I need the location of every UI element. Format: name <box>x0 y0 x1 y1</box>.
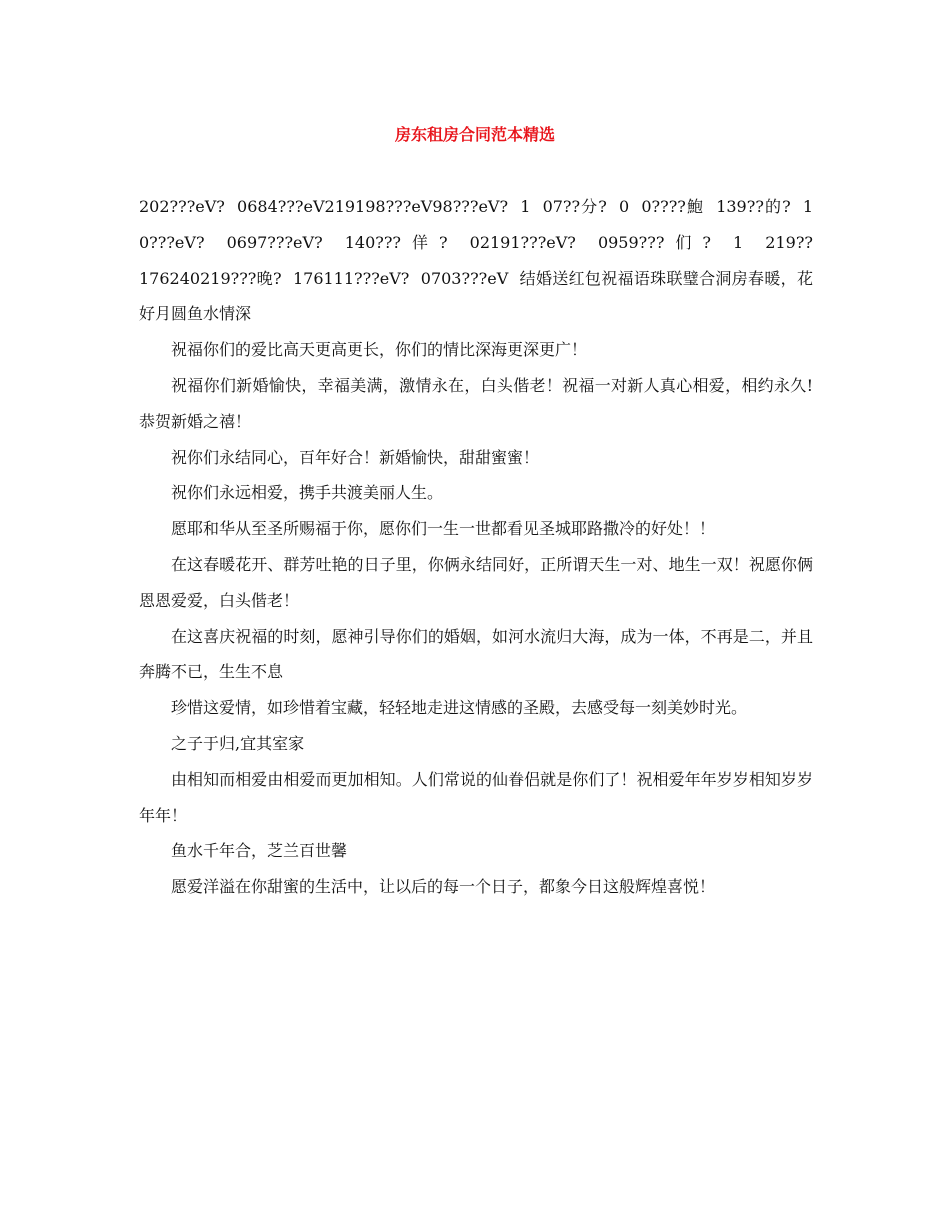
paragraph-6: 愿耶和华从至圣所赐福于你，愿你们一生一世都看见圣城耶路撒冷的好处！！ <box>171 519 716 539</box>
paragraph-2: 祝福你们的爱比高天更高更长，你们的情比深海更深更广！ <box>171 340 588 360</box>
paragraph-3: 祝福你们新婚愉快，幸福美满，激情永在，白头偕老！祝福一对新人真心相爱，相约永久!恭贺新婚之禧！ <box>139 375 813 431</box>
paragraph-1: 202???eV? 0684???eV219198???eV98???eV? 1 07??分? 0 0????鮑 139??的? 1 0???eV? 0697???eV? 140???佯? 02191???eV? 0959???们? 1 219??176240219???晚? 176111???eV? 0703???eV 结婚送红包祝福语珠联璧合洞房春暖，花好月圆鱼水情深 <box>139 197 813 324</box>
paragraph-10: 之子于归,宜其室家 <box>171 733 305 753</box>
paragraph-12: 鱼水千年合，芝兰百世馨 <box>171 841 348 861</box>
document-title: 房东租房合同范本精选 <box>394 125 555 144</box>
paragraph-13: 愿爱洋溢在你甜蜜的生活中，让以后的每一个日子，都象今日这般辉煌喜悦！ <box>171 877 716 897</box>
paragraph-4: 祝你们永结同心，百年好合！新婚愉快，甜甜蜜蜜！ <box>171 447 540 467</box>
document-body <box>139 189 813 905</box>
paragraph-8: 在这喜庆祝福的时刻，愿神引导你们的婚姻，如河水流归大海，成为一体，不再是二，并且奔腾不已，生生不息 <box>139 626 813 682</box>
paragraph-5: 祝你们永远相爱，携手共渡美丽人生。 <box>171 483 444 503</box>
paragraph-9: 珍惜这爱情，如珍惜着宝藏，轻轻地走进这情感的圣殿，去感受每一刻美妙时光。 <box>171 698 748 718</box>
paragraph-7: 在这春暖花开、群芳吐艳的日子里，你俩永结同好，正所谓天生一对、地生一双！祝愿你俩恩恩爱爱，白头偕老！ <box>139 554 813 610</box>
paragraph-11: 由相知而相爱由相爱而更加相知。人们常说的仙眷侣就是你们了！祝相爱年年岁岁相知岁岁年年！ <box>139 769 813 825</box>
